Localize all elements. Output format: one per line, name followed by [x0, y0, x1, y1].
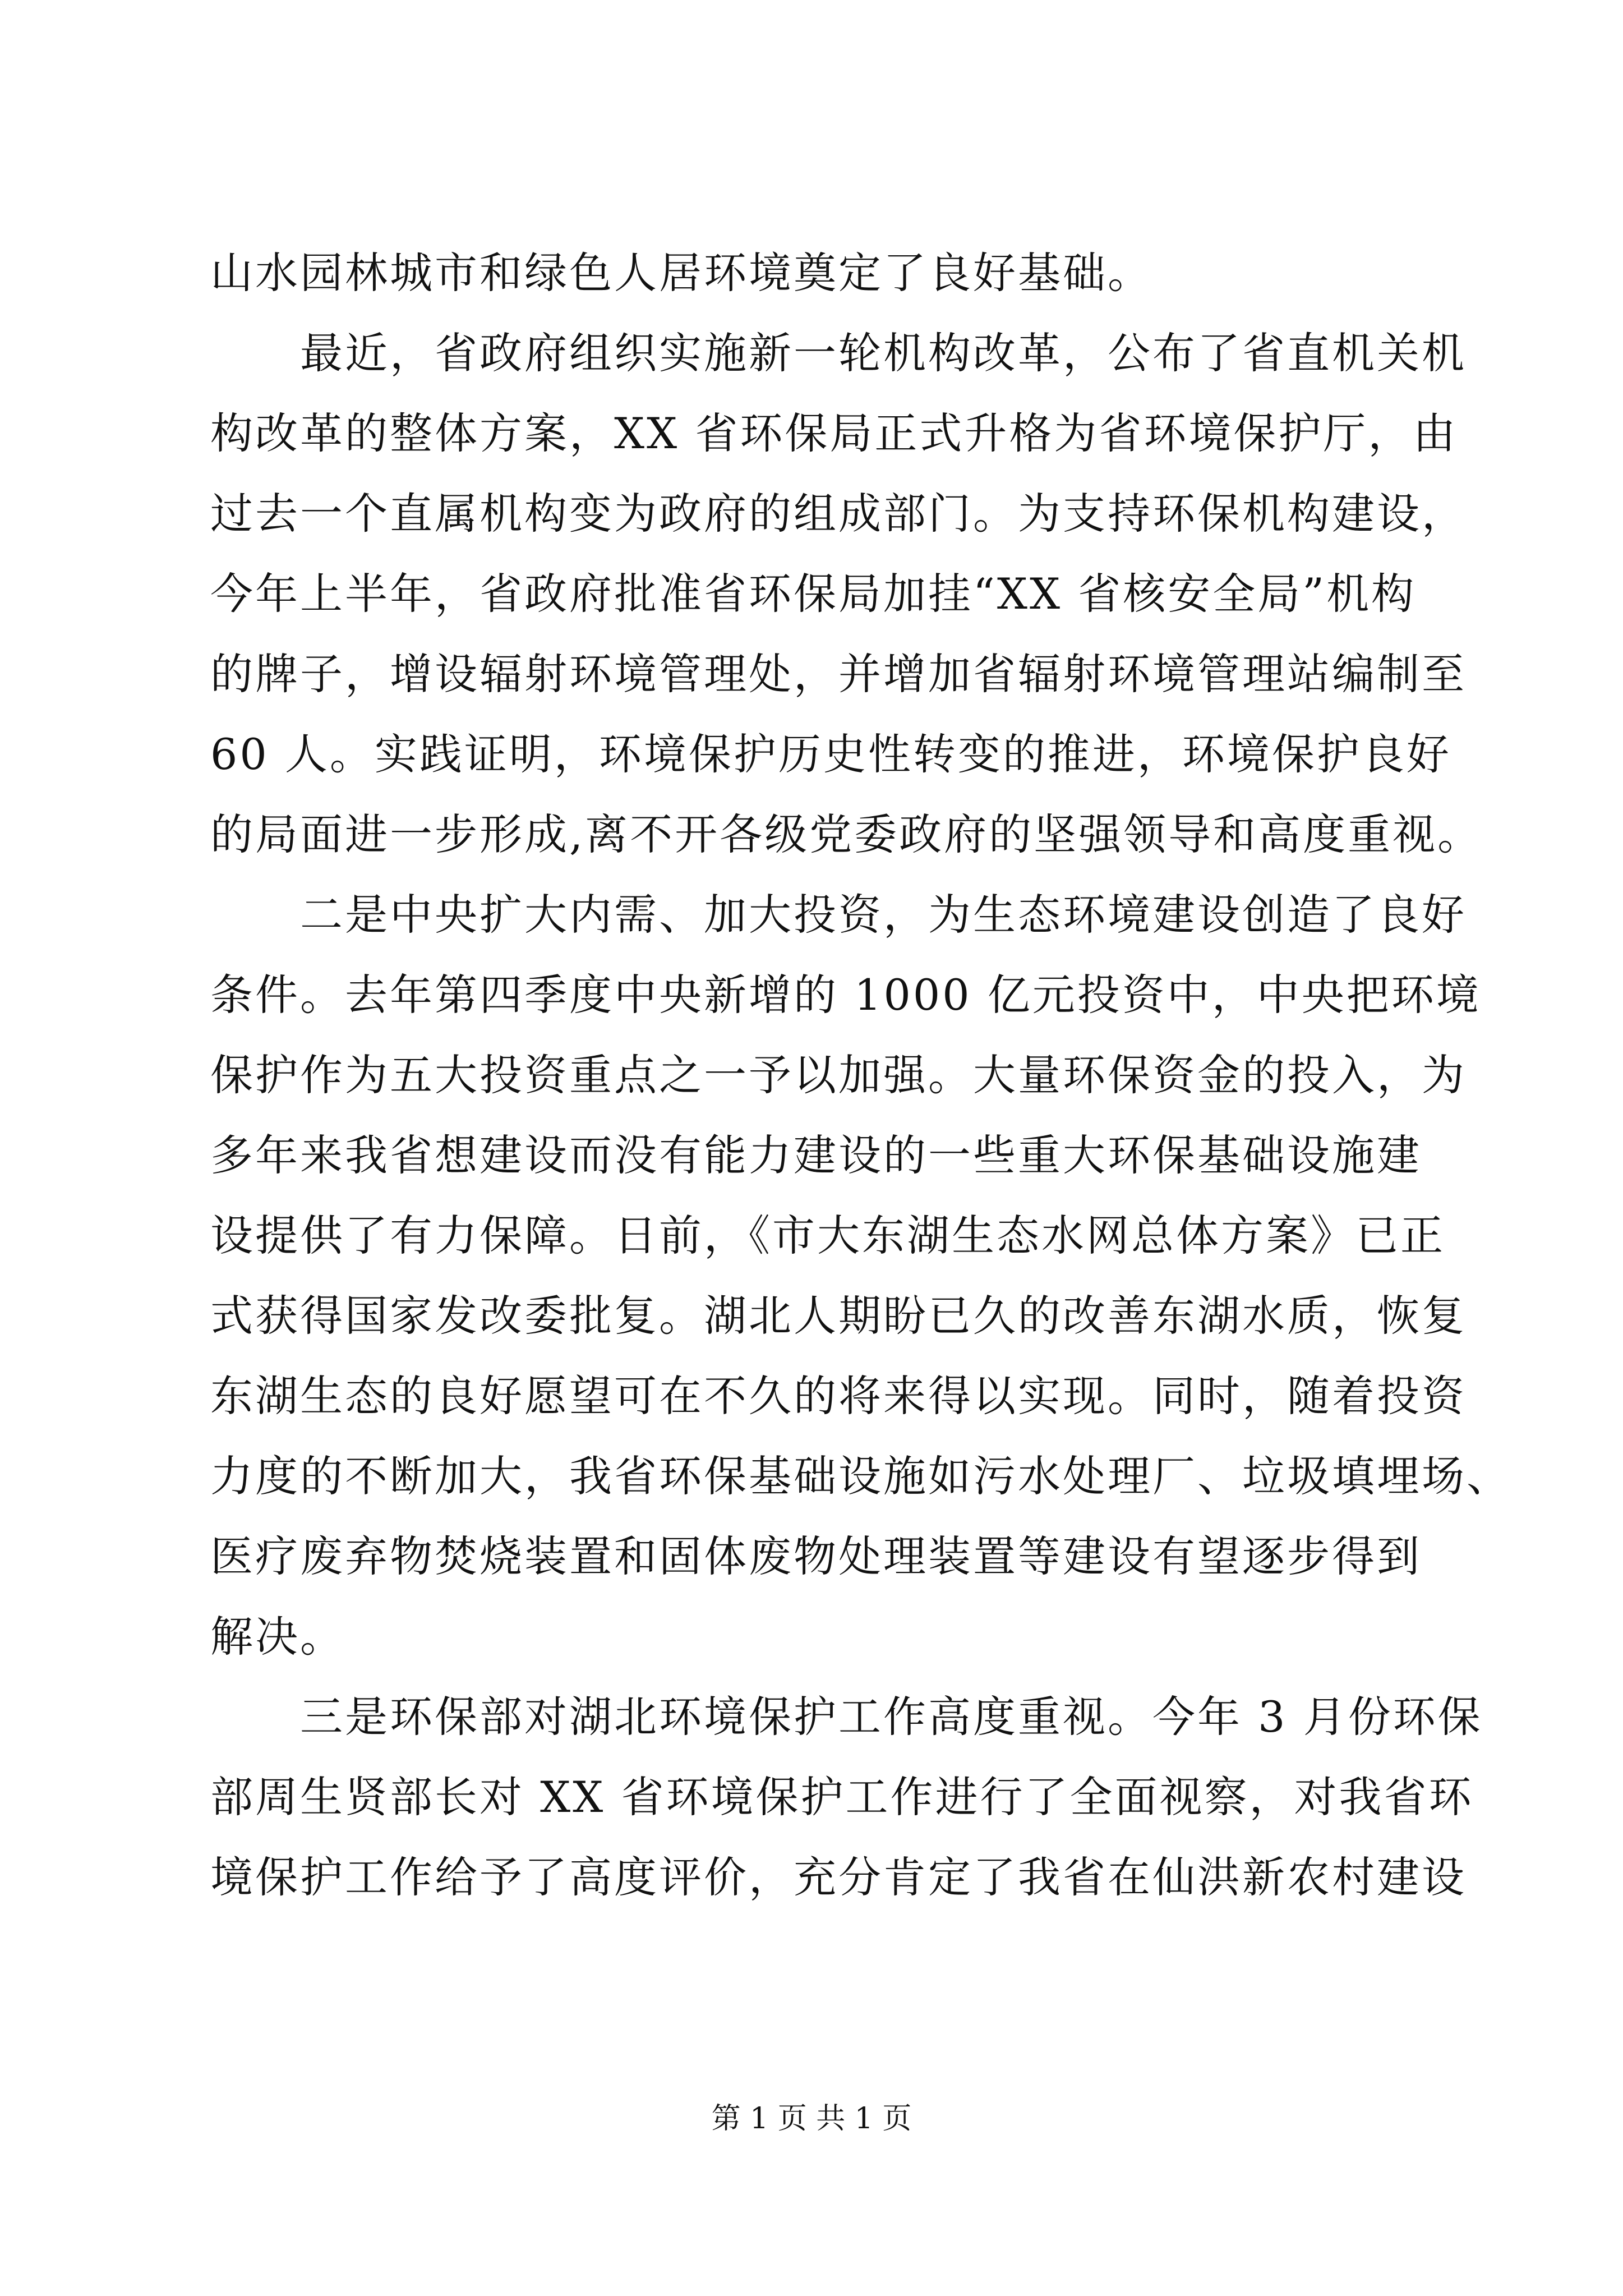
text-line: 构改革的整体方案，XX 省环保局正式升格为省环境保护厅，由 [210, 408, 1458, 458]
body-text [210, 233, 1511, 1917]
text-line: 东湖生态的良好愿望可在不久的将来得以实现。同时，随着投资 [210, 1371, 1467, 1421]
text-line: 境保护工作给予了高度评价，充分肯定了我省在仙洪新农村建设 [210, 1852, 1467, 1902]
text-line: 条件。去年第四季度中央新增的 1000 亿元投资中，中央把环境 [210, 970, 1481, 1020]
text-line: 最近，省政府组织实施新一轮机构改革，公布了省直机关机 [210, 328, 1467, 378]
text-line: 的局面进一步形成,离不开各级党委政府的坚强领导和高度重视。 [210, 809, 1483, 859]
text-line: 60 人。实践证明，环境保护历史性转变的推进，环境保护良好 [210, 729, 1451, 779]
text-line: 医疗废弃物焚烧装置和固体废物处理装置等建设有望逐步得到 [210, 1531, 1422, 1581]
text-line: 今年上半年，省政府批准省环保局加挂“XX 省核安全局”机构 [210, 569, 1417, 619]
page-number: 第 1 页 共 1 页 [711, 2102, 912, 2136]
text-line: 保护作为五大投资重点之一予以加强。大量环保资金的投入，为 [210, 1050, 1467, 1100]
text-line: 式获得国家发改委批复。湖北人期盼已久的改善东湖水质，恢复 [210, 1291, 1467, 1341]
text-line: 解决。 [210, 1612, 345, 1662]
text-line: 力度的不断加大，我省环保基础设施如污水处理厂、垃圾填埋场、 [210, 1451, 1511, 1501]
text-line: 山水园林城市和绿色人居环境奠定了良好基础。 [210, 248, 1152, 298]
text-line: 多年来我省想建设而没有能力建设的一些重大环保基础设施建 [210, 1130, 1422, 1180]
text-line: 的牌子，增设辐射环境管理处，并增加省辐射环境管理站编制至 [210, 649, 1467, 699]
text-line: 设提供了有力保障。日前，《市大东湖生态水网总体方案》已正 [210, 1211, 1445, 1260]
text-line: 二是中央扩大内需、加大投资，为生态环境建设创造了良好 [210, 890, 1467, 940]
text-line: 三是环保部对湖北环境保护工作高度重视。今年 3 月份环保 [210, 1692, 1483, 1742]
page-footer [0, 2099, 1623, 2138]
text-line: 过去一个直属机构变为政府的组成部门。为支持环保机构建设， [210, 489, 1467, 539]
text-line: 部周生贤部长对 XX 省环境保护工作进行了全面视察，对我省环 [210, 1772, 1474, 1822]
